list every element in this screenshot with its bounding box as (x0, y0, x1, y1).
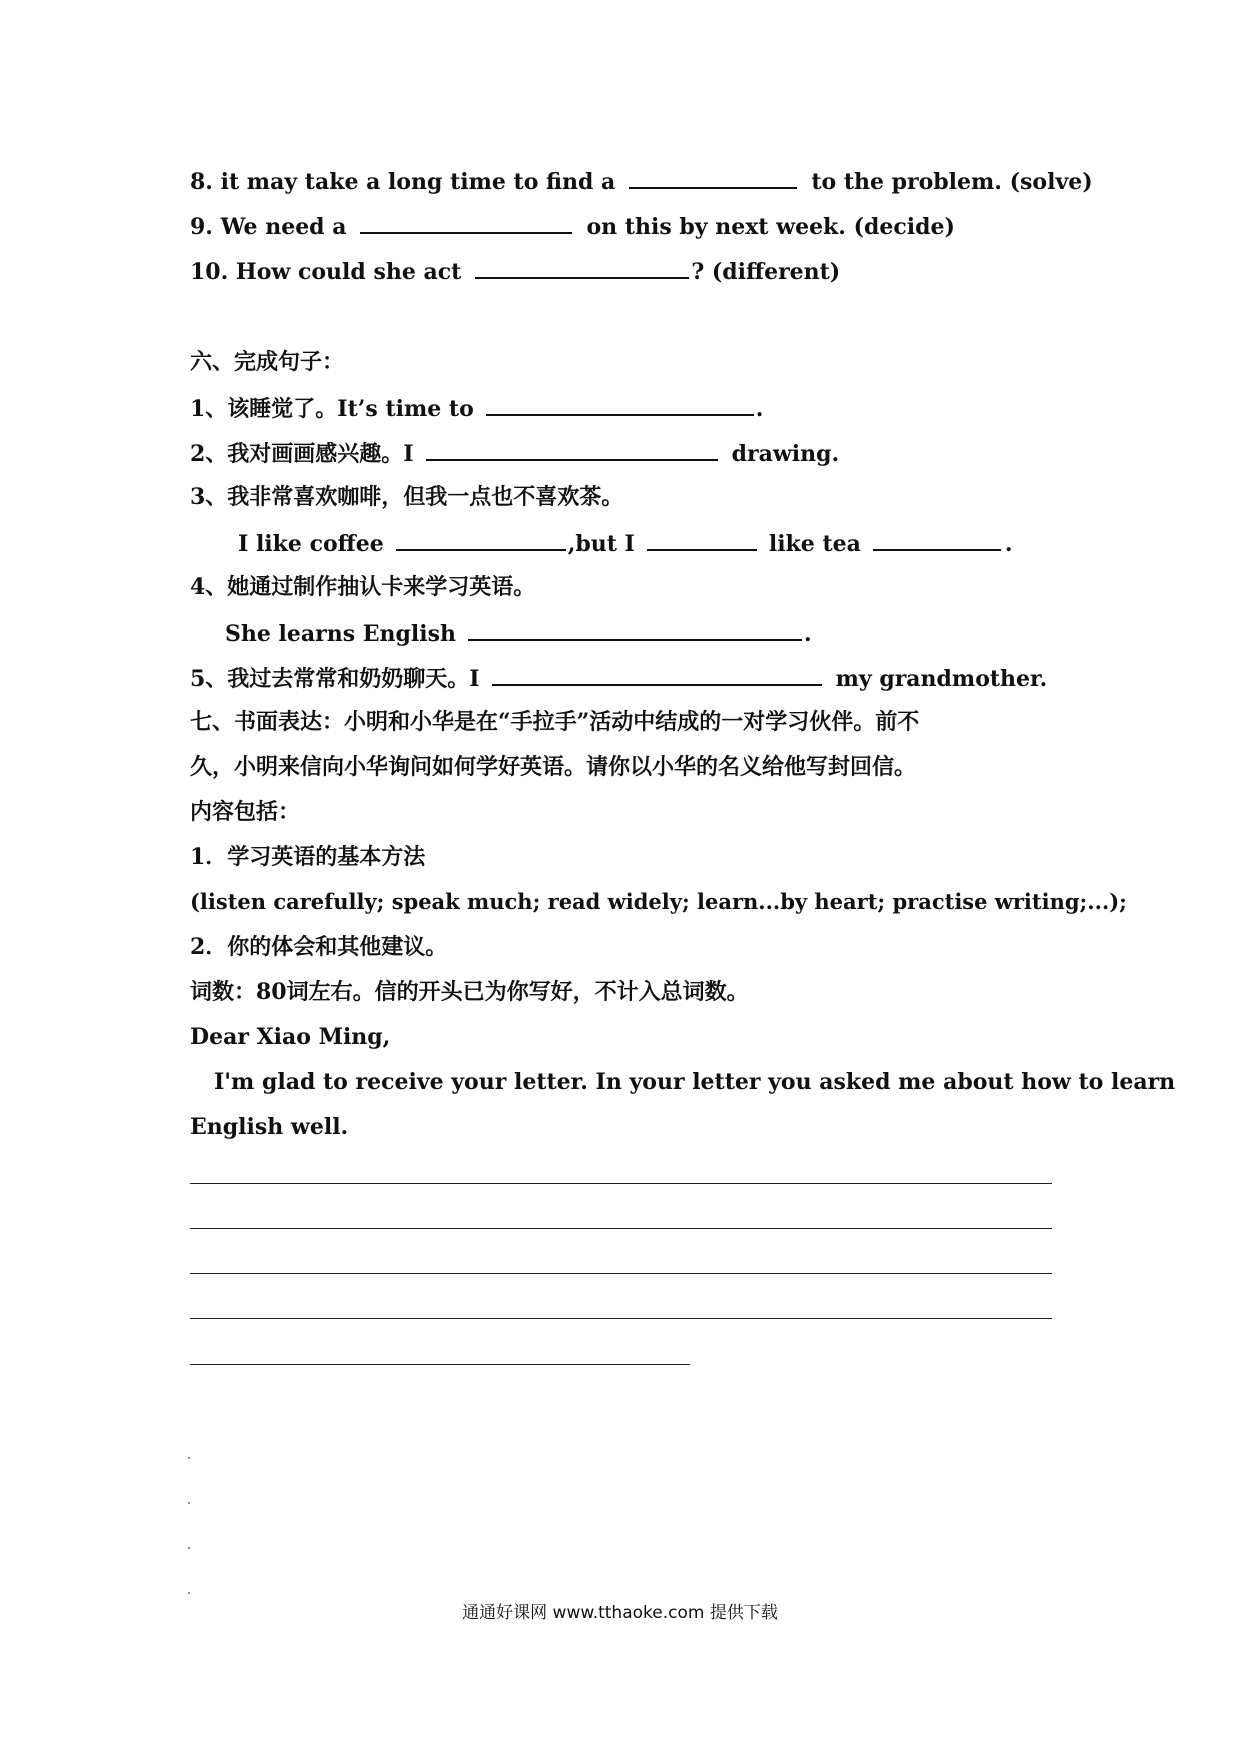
scan-speck (188, 1592, 190, 1594)
q6-4-en: She learns English . (225, 617, 812, 649)
section7-prompt-line1: 七、书面表达：小明和小华是在“手拉手”活动中结成的一对学习伙伴。前不 (190, 709, 920, 735)
writing-line[interactable] (190, 1273, 1052, 1274)
point-1-detail: (listen carefully; speak much; read widely; learn...by heart; practise writing;...); (190, 889, 1127, 914)
scan-speck (188, 1502, 190, 1504)
q6-5: 5、我过去常常和奶奶聊天。I my grandmother. (190, 662, 1047, 694)
word-count-note: 词数：80词左右。信的开头已为你写好，不计入总词数。 (190, 979, 749, 1005)
answer-blank[interactable] (873, 527, 1001, 551)
item-9: 9. We need a on this by next week. (decide) (190, 210, 955, 242)
scan-speck (188, 1457, 190, 1459)
section6-heading: 六、完成句子： (190, 349, 345, 375)
answer-blank[interactable] (396, 527, 566, 551)
letter-body-line2: English well. (190, 1114, 349, 1140)
point-2: 2．你的体会和其他建议。 (190, 934, 448, 960)
item-8: 8. it may take a long time to find a to the problem. (solve) (190, 165, 1093, 197)
q6-3-en: I like coffee ,but I like tea . (238, 527, 1013, 559)
writing-line[interactable] (190, 1228, 1052, 1229)
content-label: 内容包括： (190, 799, 301, 825)
answer-blank[interactable] (468, 617, 802, 641)
answer-blank[interactable] (486, 392, 754, 416)
answer-blank[interactable] (360, 210, 572, 234)
footer-credit: 通通好课网 www.tthaoke.com 提供下载 (462, 1603, 778, 1623)
point-1: 1．学习英语的基本方法 (190, 844, 426, 870)
q6-4-zh: 4、她通过制作抽认卡来学习英语。 (190, 574, 536, 600)
q6-2: 2、我对画画感兴趣。I drawing. (190, 437, 839, 469)
letter-body-line1: I'm glad to receive your letter. In your letter you asked me about how to learn (214, 1069, 1176, 1095)
item-10: 10. How could she act ? (different) (190, 255, 840, 287)
answer-blank[interactable] (475, 255, 689, 279)
answer-blank[interactable] (492, 662, 822, 686)
scan-speck (188, 1547, 190, 1549)
writing-line[interactable] (190, 1364, 690, 1365)
answer-blank[interactable] (426, 437, 718, 461)
writing-line[interactable] (190, 1183, 1052, 1184)
answer-blank[interactable] (647, 527, 757, 551)
writing-line[interactable] (190, 1318, 1052, 1319)
letter-salutation: Dear Xiao Ming, (190, 1024, 391, 1050)
answer-blank[interactable] (629, 165, 797, 189)
section7-prompt-line2: 久，小明来信向小华询问如何学好英语。请你以小华的名义给他写封回信。 (190, 754, 917, 780)
q6-3-zh: 3、我非常喜欢咖啡，但我一点也不喜欢茶。 (190, 484, 624, 510)
q6-1: 1、该睡觉了。It’s time to . (190, 392, 763, 424)
